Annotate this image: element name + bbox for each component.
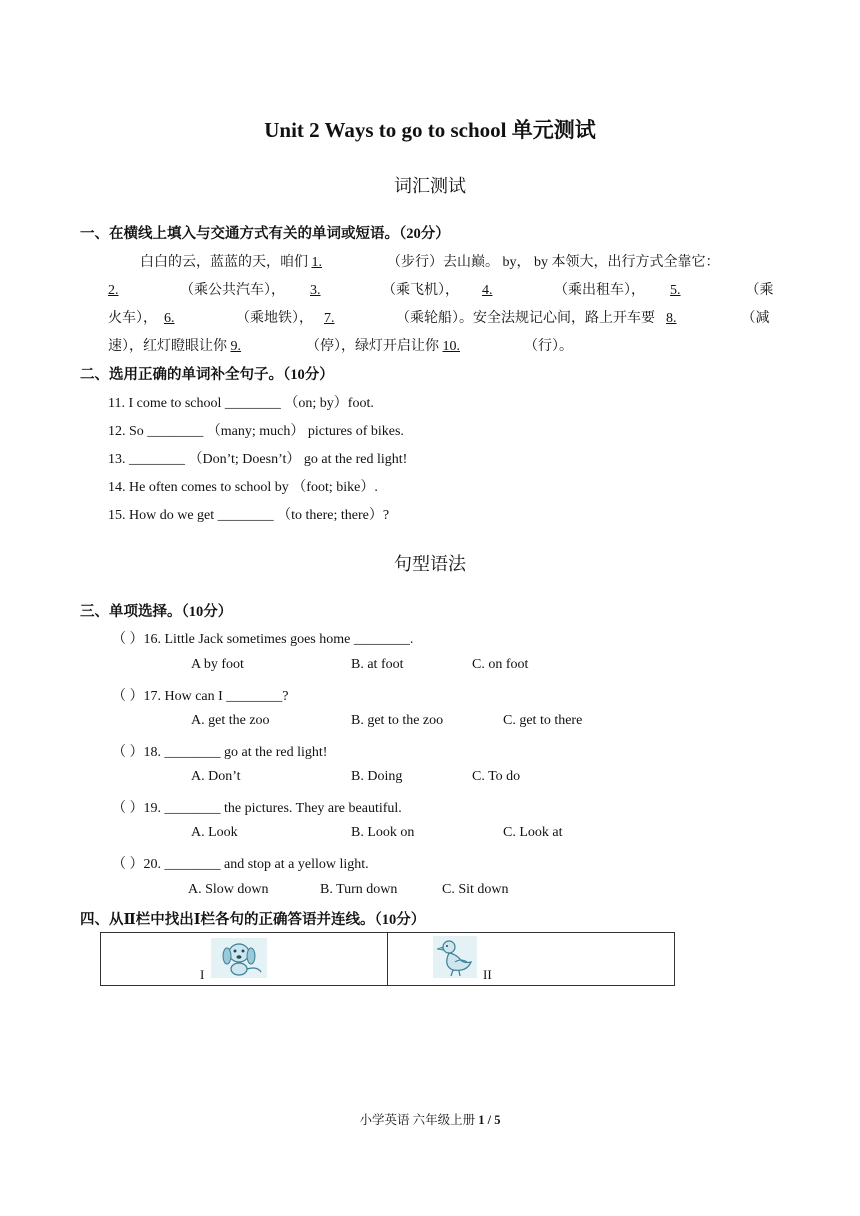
column-1-label: I bbox=[200, 967, 205, 982]
line4-t10: （行）。 bbox=[520, 339, 573, 354]
section2-item: 13. ________ （Don’t; Doesn’t） go at the red light! bbox=[108, 452, 408, 467]
grammar-heading: 句型语法 bbox=[394, 554, 466, 574]
column-2-label: II bbox=[483, 967, 492, 982]
option-a: A. Slow down bbox=[188, 882, 269, 897]
section1-line2 bbox=[108, 279, 774, 299]
section3-heading: 三、单项选择。（10分） bbox=[80, 604, 233, 620]
section1-line3 bbox=[108, 307, 770, 327]
matching-table bbox=[100, 932, 675, 986]
column-1-cell bbox=[101, 933, 388, 986]
blank-4: 4. bbox=[482, 283, 493, 298]
section1-line4 bbox=[108, 335, 573, 355]
section2-item: 15. How do we get ________ （to there; there）? bbox=[108, 508, 390, 523]
line3-t8: （减 bbox=[738, 311, 770, 326]
option-b: B. Doing bbox=[351, 769, 403, 784]
page-footer bbox=[0, 1110, 860, 1128]
section1-line1 bbox=[140, 251, 720, 271]
question-stem: （ ）19. ________ the pictures. They are beautiful. bbox=[112, 801, 402, 816]
section1-heading: 一、在横线上填入与交通方式有关的单词或短语。（20分） bbox=[80, 226, 450, 242]
blank-7: 7. bbox=[324, 311, 335, 326]
dog-icon bbox=[211, 938, 267, 983]
column-2-cell bbox=[388, 933, 675, 986]
option-c: C. To do bbox=[472, 769, 521, 784]
question-stem: （ ）17. How can I ________? bbox=[112, 689, 289, 704]
blank-3: 3. bbox=[310, 283, 321, 298]
option-c: C. on foot bbox=[472, 657, 529, 672]
section2-heading: 二、选用正确的单词补全句子。（10分） bbox=[80, 367, 334, 383]
question-stem: （ ）18. ________ go at the red light! bbox=[112, 745, 328, 760]
line4-t9: （停），绿灯开启让你 bbox=[302, 339, 443, 354]
line1-text-b: （步行）去山巅。 by， by 本领大，出行方式全靠它： bbox=[383, 255, 720, 270]
blank-10: 10. bbox=[442, 339, 460, 354]
line2-t4: （乘出租车）， bbox=[554, 283, 645, 298]
duck-icon bbox=[433, 936, 477, 983]
section2-item: 11. I come to school ________ （on; by）foot. bbox=[108, 396, 374, 411]
question-stem: （ ）20. ________ and stop at a yellow light. bbox=[112, 857, 369, 872]
blank-5: 5. bbox=[670, 283, 681, 298]
line3-t0: 火车）， bbox=[108, 311, 157, 326]
blank-1: 1. bbox=[311, 255, 322, 270]
page-title: Unit 2 Ways to go to school 单元测试 bbox=[264, 118, 596, 142]
line3-t6: （乘地铁）， bbox=[236, 311, 313, 326]
blank-2: 2. bbox=[108, 283, 119, 298]
line3-t7: （乘轮船）。安全法规记心间，路上开车要 bbox=[396, 311, 655, 326]
option-a: A. get the zoo bbox=[191, 713, 270, 728]
blank-8: 8. bbox=[666, 311, 677, 326]
option-c: C. Look at bbox=[503, 825, 563, 840]
line2-t5: （乘 bbox=[742, 283, 774, 298]
blank-9: 9. bbox=[230, 339, 241, 354]
option-a: A. Don’t bbox=[191, 769, 241, 784]
section2-item: 12. So ________ （many; much） pictures of bikes. bbox=[108, 424, 404, 439]
option-b: B. get to the zoo bbox=[351, 713, 444, 728]
option-b: B. at foot bbox=[351, 657, 404, 672]
option-c: C. Sit down bbox=[442, 882, 509, 897]
option-b: B. Look on bbox=[351, 825, 415, 840]
blank-6: 6. bbox=[164, 311, 175, 326]
option-a: A. Look bbox=[191, 825, 238, 840]
option-a: A by foot bbox=[191, 657, 244, 672]
question-stem: （ ）16. Little Jack sometimes goes home ________. bbox=[112, 632, 414, 647]
option-b: B. Turn down bbox=[320, 882, 398, 897]
line2-t3: （乘飞机）， bbox=[382, 283, 459, 298]
section4-heading: 四、从Ⅱ栏中找出Ⅰ栏各句的正确答语并连线。（10分） bbox=[80, 912, 426, 928]
vocab-heading: 词汇测试 bbox=[394, 176, 466, 196]
option-c: C. get to there bbox=[503, 713, 583, 728]
footer-text: 小学英语 六年级上册 bbox=[359, 1113, 479, 1127]
section2-item: 14. He often comes to school by （foot; bike）. bbox=[108, 480, 378, 495]
line4-t0: 速），红灯瞪眼让你 bbox=[108, 339, 231, 354]
line1-text-a: 白白的云，蓝蓝的天，咱们 bbox=[140, 255, 312, 270]
line2-t2: （乘公共汽车）， bbox=[180, 283, 285, 298]
page-number: 1 / 5 bbox=[478, 1113, 501, 1127]
